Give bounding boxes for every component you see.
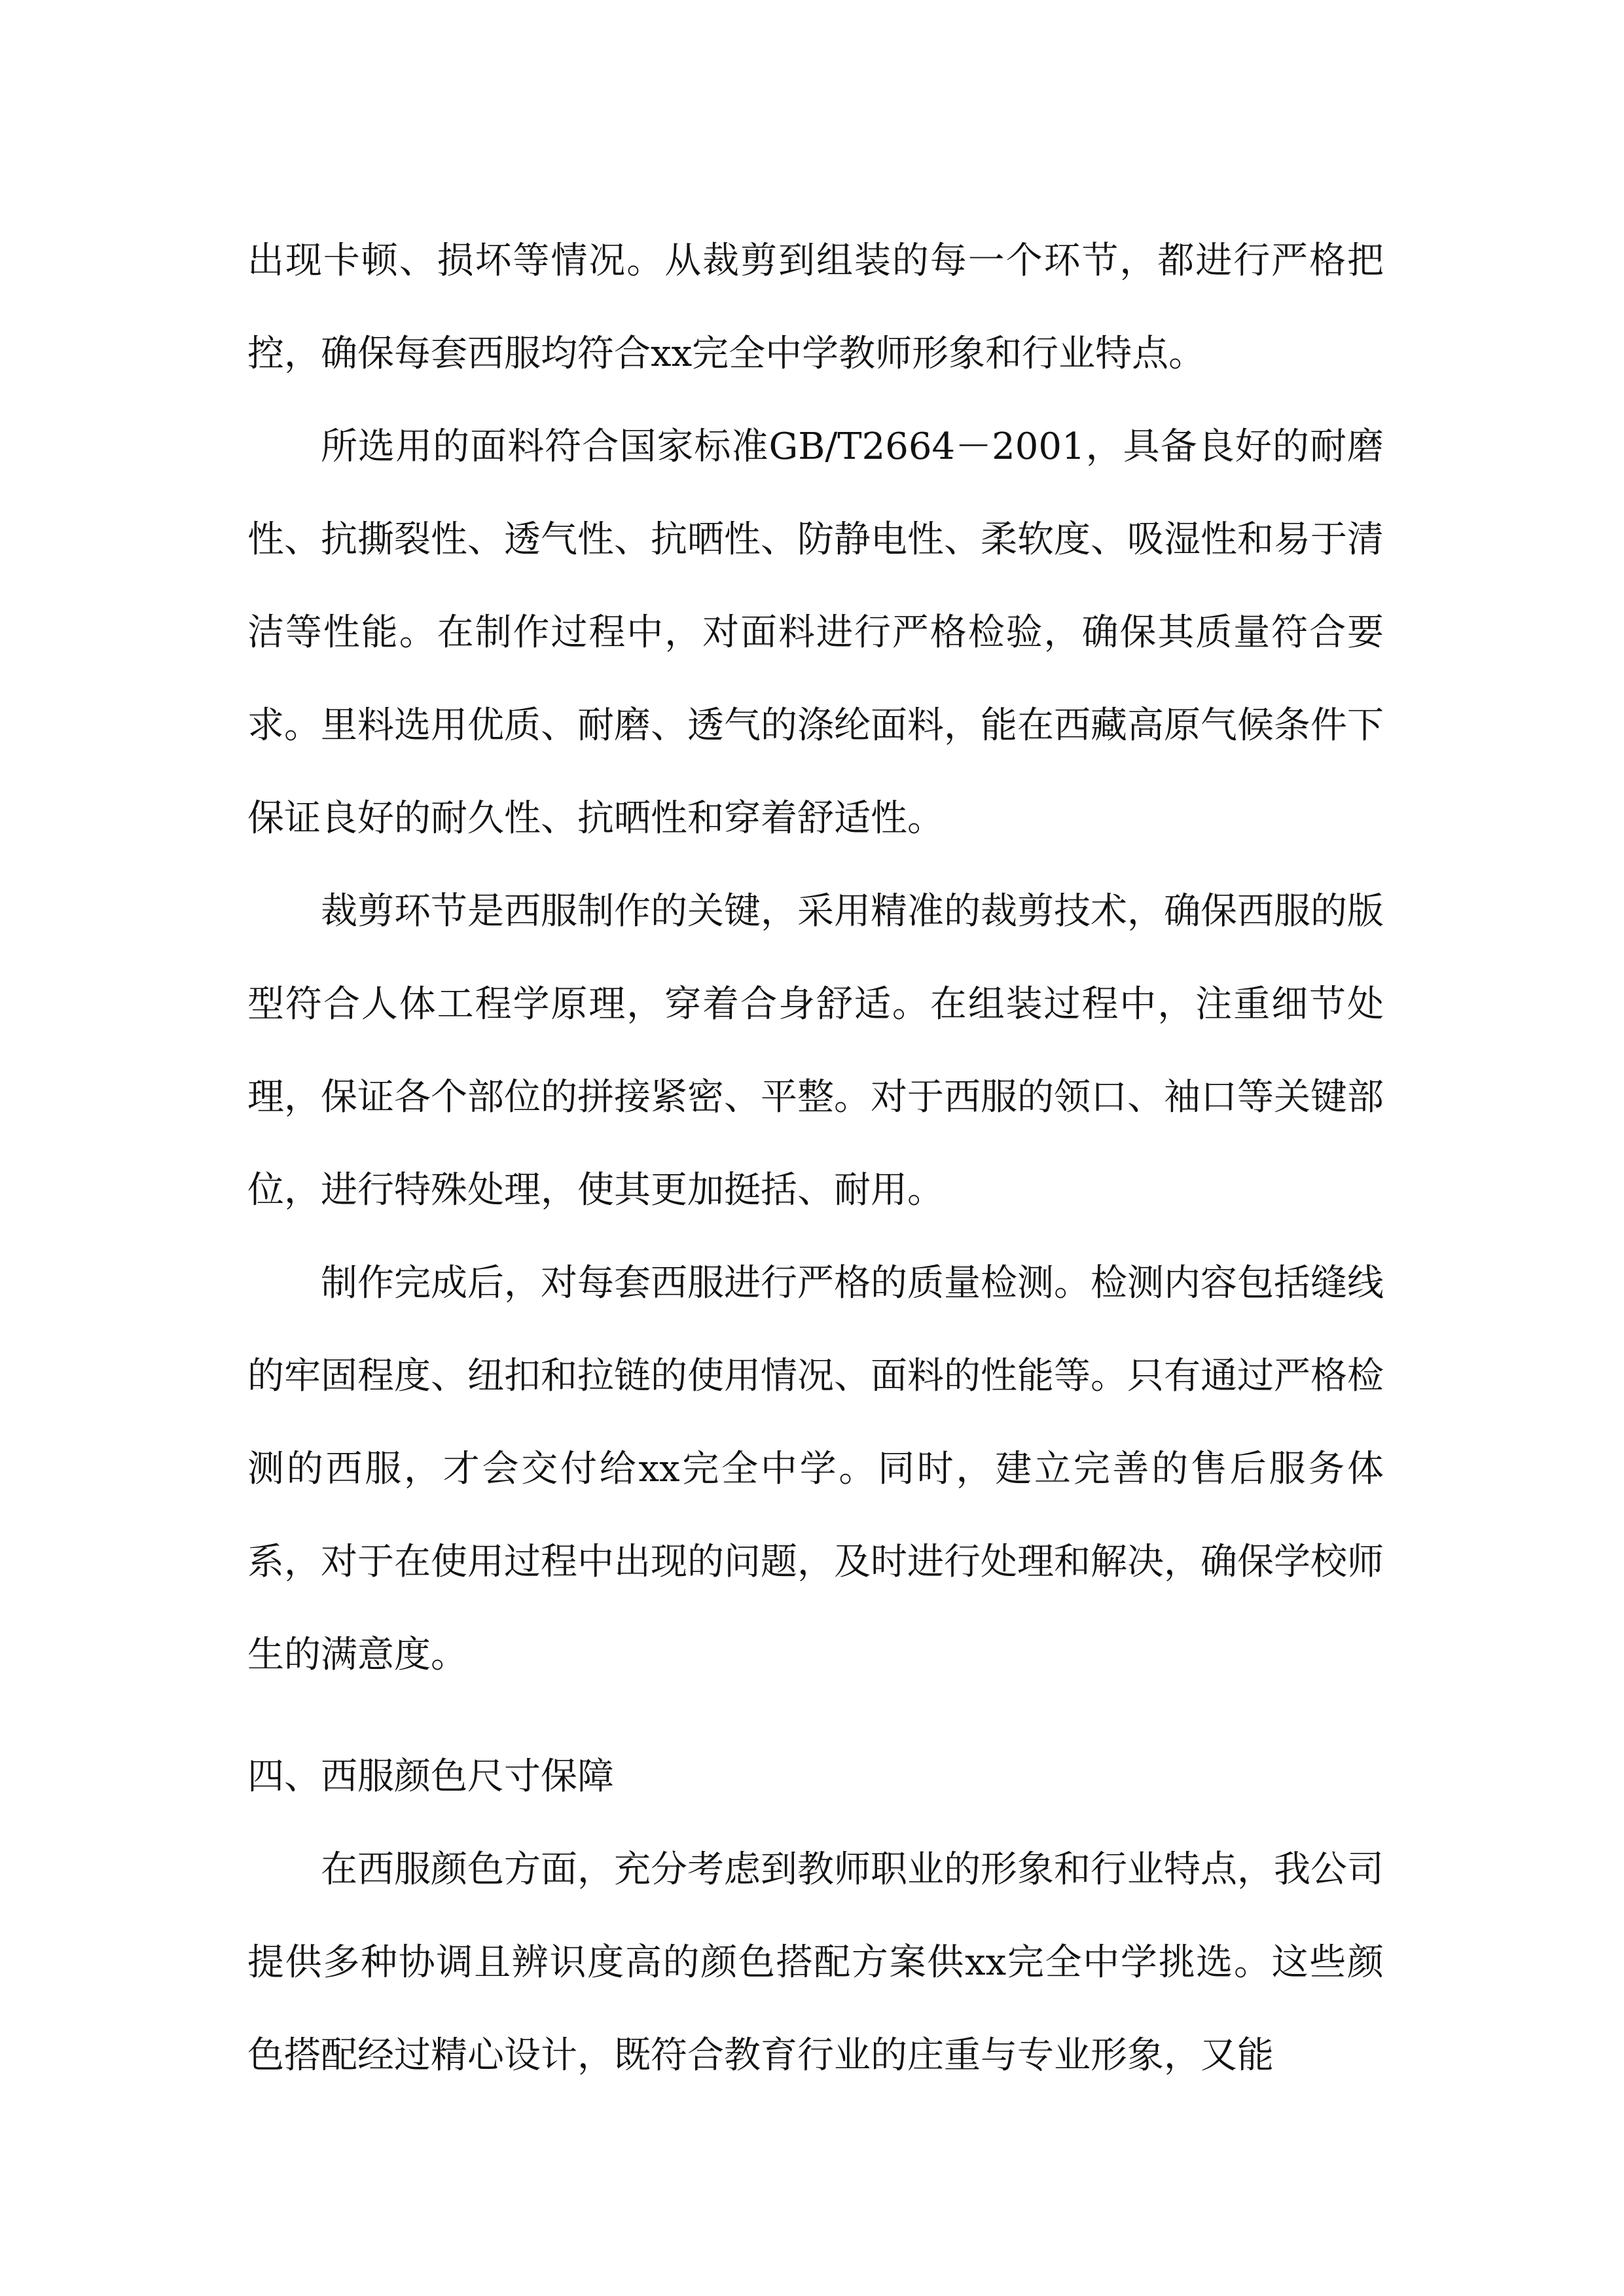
document-body xyxy=(247,215,1384,2102)
section-heading: 四、西服颜色尺寸保障 xyxy=(247,1755,614,1798)
paragraph: 出现卡顿、损坏等情况。从裁剪到组装的每一个环节，都进行严格把控，确保每套西服均符合xx完全中学教师形象和行业特点。 xyxy=(247,240,1384,375)
paragraph: 在西服颜色方面，充分考虑到教师职业的形象和行业特点，我公司提供多种协调且辨识度高的颜色搭配方案供xx完全中学挑选。这些颜色搭配经过精心设计，既符合教育行业的庄重与专业形象，又能 xyxy=(247,1848,1384,2077)
paragraph: 所选用的面料符合国家标准GB/T2664－2001，具备良好的耐磨性、抗撕裂性、透气性、抗晒性、防静电性、柔软度、吸湿性和易于清洁等性能。在制作过程中，对面料进行严格检验，确保其质量符合要求。里料选用优质、耐磨、透气的涤纶面料，能在西藏高原气候条件下保证良好的耐久性、抗晒性和穿着舒适性。 xyxy=(247,425,1384,840)
paragraph: 制作完成后，对每套西服进行严格的质量检测。检测内容包括缝线的牢固程度、纽扣和拉链的使用情况、面料的性能等。只有通过严格检测的西服，才会交付给xx完全中学。同时，建立完善的售后服务体系，对于在使用过程中出现的问题，及时进行处理和解决，确保学校师生的满意度。 xyxy=(247,1262,1384,1676)
paragraph: 裁剪环节是西服制作的关键，采用精准的裁剪技术，确保西服的版型符合人体工程学原理，穿着合身舒适。在组装过程中，注重细节处理，保证各个部位的拼接紧密、平整。对于西服的领口、袖口等关键部位，进行特殊处理，使其更加挺括、耐用。 xyxy=(247,890,1384,1211)
